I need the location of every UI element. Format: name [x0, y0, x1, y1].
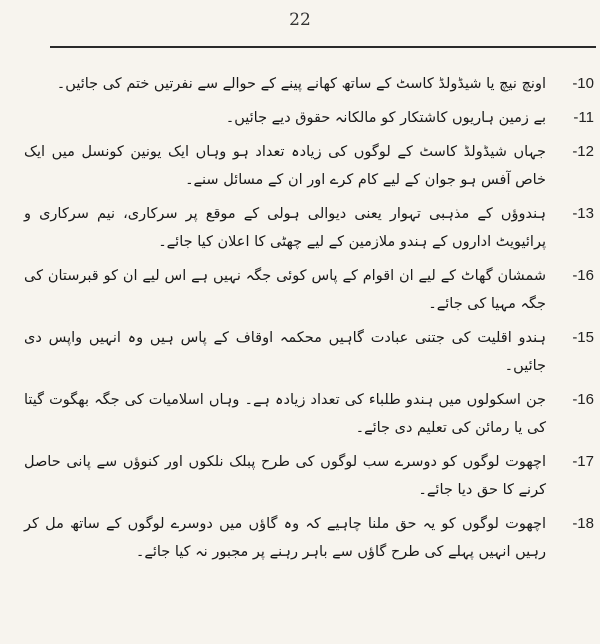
- item-text: اونچ نیچ یا شیڈولڈ کاسٹ کے ساتھ کھانے پینے کے حوالے سے نفرتیں ختم کی جائیں۔: [56, 76, 546, 92]
- item-number: -12: [572, 143, 594, 160]
- item-number: -10: [572, 75, 594, 92]
- list-item: [24, 324, 594, 380]
- item-text: شمشان گھاٹ کے لیے ان اقوام کے پاس کوئی جگہ نہیں ہے اس لیے ان کو قبرستان کی جگہ مہیا کی جائے۔: [24, 268, 546, 312]
- list-item: [24, 262, 594, 318]
- item-text: اچھوت لوگوں کو دوسرے سب لوگوں کی طرح پبلک نلکوں اور کنوؤں سے پانی حاصل کرنے کا حق دیا جائے۔: [24, 454, 546, 498]
- item-number: -18: [572, 515, 594, 532]
- item-number: -16: [572, 391, 594, 408]
- list-item: [24, 138, 594, 194]
- item-text: جن اسکولوں میں ہندو طلباء کی تعداد زیادہ ہے۔ وہاں اسلامیات کی جگہ بھگوت گیتا کی یا رمائن کی تعلیم دی جائے۔: [24, 392, 546, 436]
- page-number: 22: [289, 10, 311, 30]
- item-text: اچھوت لوگوں کو یہ حق ملنا چاہیے کہ وہ گاؤں میں دوسرے لوگوں کے ساتھ مل کر رہیں انہیں پہلے کی طرح گاؤں سے باہر رہنے پر مجبور نہ کیا جائے۔: [24, 516, 546, 560]
- item-text: ہندو اقلیت کی جتنی عبادت گاہیں محکمہ اوقاف کے پاس ہیں وہ انہیں واپس دی جائیں۔: [24, 330, 546, 374]
- item-text: ہندوؤں کے مذہبی تہوار یعنی دیوالی ہولی کے موقع پر سرکاری، نیم سرکاری و پرائیویٹ اداروں کے ہندو ملازمین کے لیے چھٹی کا اعلان کیا جائے۔: [24, 206, 546, 250]
- item-number: -17: [572, 453, 594, 470]
- list-item: [24, 510, 594, 566]
- item-number: -13: [572, 205, 594, 222]
- list-item: [24, 448, 594, 504]
- item-text: بے زمین ہاریوں کاشتکار کو مالکانہ حقوق دیے جائیں۔: [225, 110, 546, 126]
- item-text: جہاں شیڈولڈ کاسٹ کے لوگوں کی زیادہ تعداد ہو وہاں ایک یونین کونسل میں ایک خاص آفس ہو جوان کے لیے کام کرے اور ان کے مسائل سنے۔: [24, 144, 546, 188]
- item-number: -11: [573, 109, 594, 126]
- item-number: -16: [572, 267, 594, 284]
- list-item: [24, 104, 594, 132]
- list-item: [24, 386, 594, 442]
- header-rule: [50, 46, 596, 48]
- list-item: [24, 200, 594, 256]
- list-item: [24, 70, 594, 98]
- item-number: -15: [572, 329, 594, 346]
- demands-list: [24, 70, 594, 572]
